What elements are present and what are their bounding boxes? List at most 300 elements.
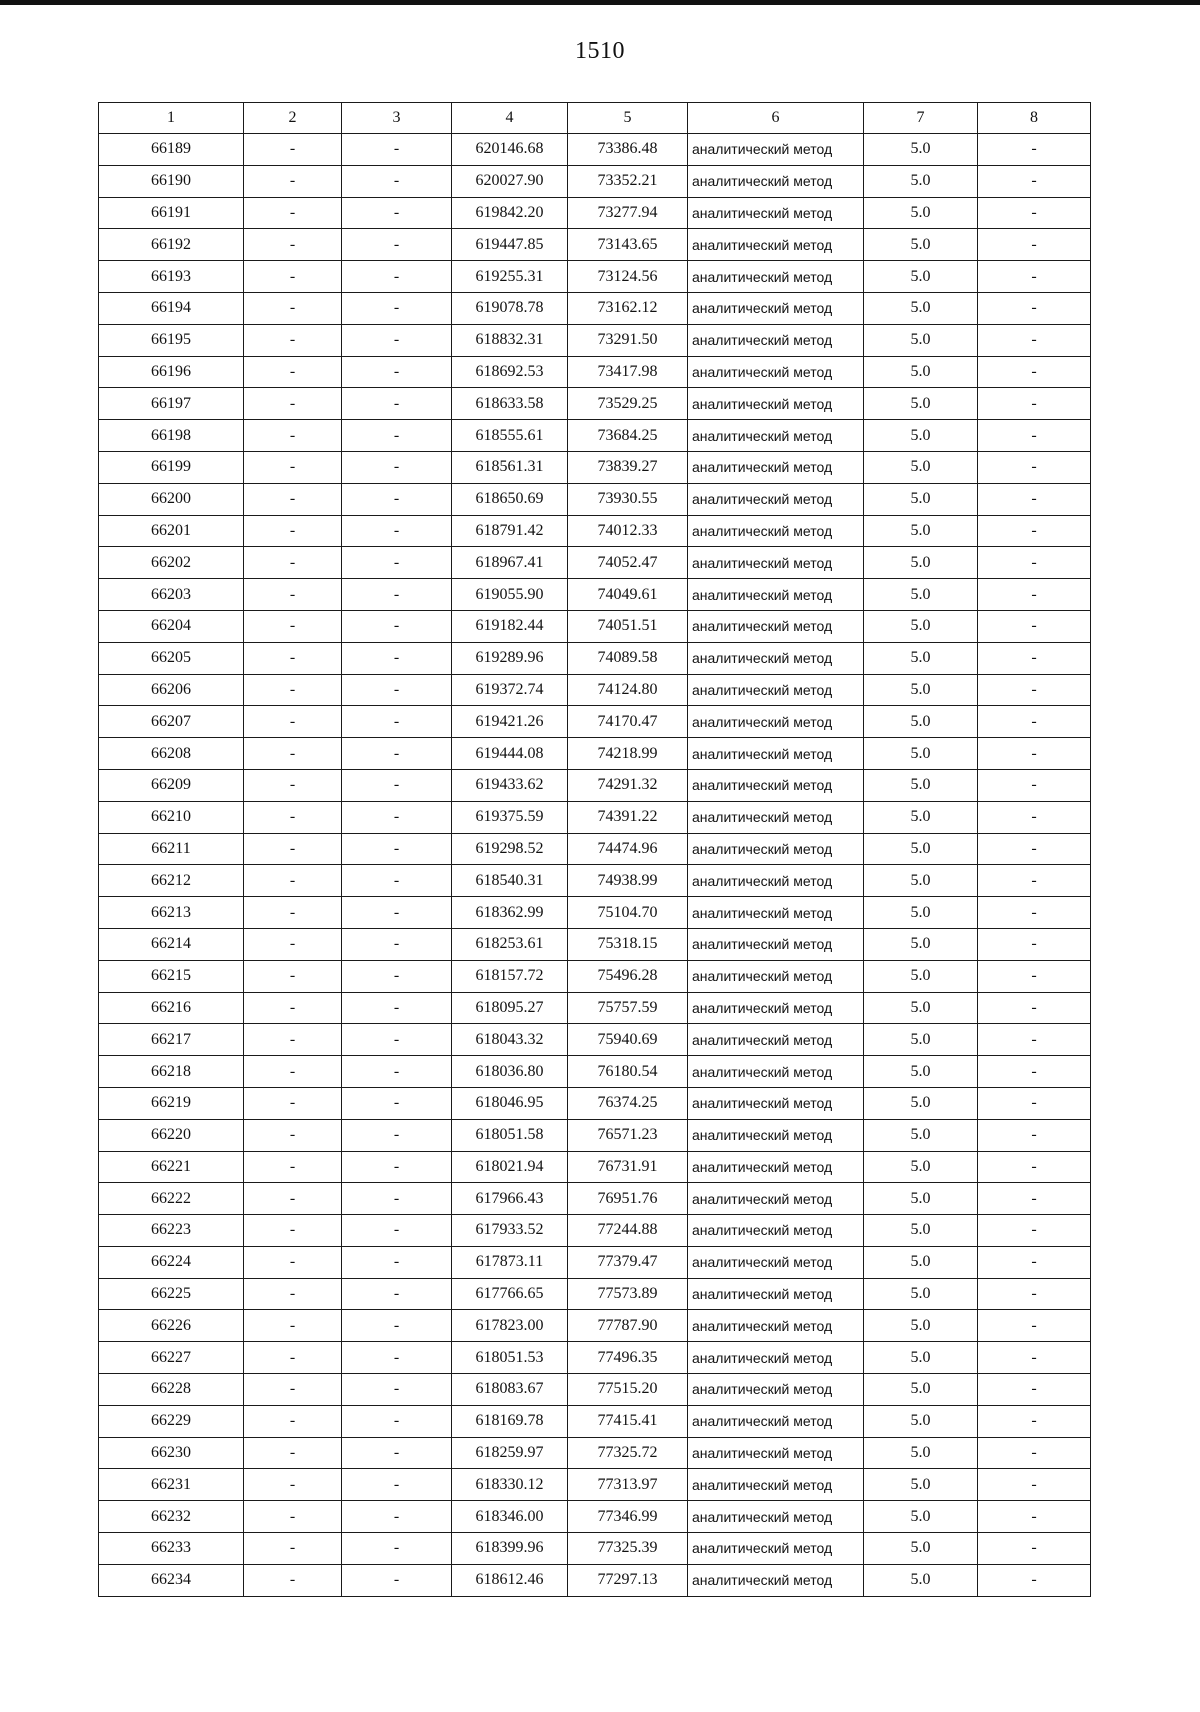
cell-col-2-value: - xyxy=(244,897,342,929)
table-row xyxy=(99,769,1091,801)
cell-accuracy: 5.0 xyxy=(864,1501,978,1533)
cell-col-3-value: - xyxy=(342,769,452,801)
table-row xyxy=(99,801,1091,833)
cell-col-2-value: - xyxy=(244,1469,342,1501)
cell-col-2-value: - xyxy=(244,1087,342,1119)
cell-accuracy: 5.0 xyxy=(864,515,978,547)
cell-col-3-value: - xyxy=(342,1437,452,1469)
cell-point-number: 66213 xyxy=(99,897,244,929)
cell-col-8-value: - xyxy=(978,1119,1091,1151)
cell-method: аналитический метод xyxy=(688,1278,864,1310)
cell-col-3-value: - xyxy=(342,356,452,388)
cell-accuracy: 5.0 xyxy=(864,1533,978,1565)
cell-col-3-value: - xyxy=(342,134,452,166)
cell-col-3-value: - xyxy=(342,1278,452,1310)
cell-col-2-value: - xyxy=(244,992,342,1024)
cell-y-coordinate: 75496.28 xyxy=(568,960,688,992)
cell-col-3-value: - xyxy=(342,1119,452,1151)
cell-x-coordinate: 619421.26 xyxy=(452,706,568,738)
table-row xyxy=(99,960,1091,992)
cell-col-2-value: - xyxy=(244,388,342,420)
cell-col-2-value: - xyxy=(244,801,342,833)
cell-y-coordinate: 75940.69 xyxy=(568,1024,688,1056)
cell-y-coordinate: 73143.65 xyxy=(568,229,688,261)
table-row xyxy=(99,1374,1091,1406)
table-row xyxy=(99,1024,1091,1056)
cell-accuracy: 5.0 xyxy=(864,451,978,483)
cell-point-number: 66219 xyxy=(99,1087,244,1119)
cell-y-coordinate: 74291.32 xyxy=(568,769,688,801)
cell-col-8-value: - xyxy=(978,833,1091,865)
cell-accuracy: 5.0 xyxy=(864,769,978,801)
table-row xyxy=(99,1310,1091,1342)
cell-col-8-value: - xyxy=(978,388,1091,420)
cell-accuracy: 5.0 xyxy=(864,610,978,642)
cell-accuracy: 5.0 xyxy=(864,1119,978,1151)
cell-point-number: 66193 xyxy=(99,261,244,293)
cell-accuracy: 5.0 xyxy=(864,324,978,356)
cell-col-8-value: - xyxy=(978,579,1091,611)
cell-y-coordinate: 77515.20 xyxy=(568,1374,688,1406)
cell-col-3-value: - xyxy=(342,960,452,992)
table-row xyxy=(99,197,1091,229)
cell-col-3-value: - xyxy=(342,738,452,770)
cell-col-8-value: - xyxy=(978,992,1091,1024)
table-row xyxy=(99,1437,1091,1469)
cell-col-2-value: - xyxy=(244,738,342,770)
cell-col-3-value: - xyxy=(342,420,452,452)
page-number: 1510 xyxy=(575,38,625,64)
table-row xyxy=(99,547,1091,579)
cell-col-3-value: - xyxy=(342,1405,452,1437)
cell-x-coordinate: 618043.32 xyxy=(452,1024,568,1056)
cell-col-3-value: - xyxy=(342,674,452,706)
cell-accuracy: 5.0 xyxy=(864,547,978,579)
table-row xyxy=(99,1342,1091,1374)
table-row xyxy=(99,1246,1091,1278)
cell-col-2-value: - xyxy=(244,1215,342,1247)
cell-accuracy: 5.0 xyxy=(864,642,978,674)
cell-accuracy: 5.0 xyxy=(864,960,978,992)
cell-accuracy: 5.0 xyxy=(864,420,978,452)
cell-method: аналитический метод xyxy=(688,1310,864,1342)
cell-method: аналитический метод xyxy=(688,642,864,674)
cell-accuracy: 5.0 xyxy=(864,1215,978,1247)
cell-method: аналитический метод xyxy=(688,165,864,197)
cell-accuracy: 5.0 xyxy=(864,1469,978,1501)
cell-accuracy: 5.0 xyxy=(864,928,978,960)
cell-point-number: 66222 xyxy=(99,1183,244,1215)
cell-col-3-value: - xyxy=(342,1215,452,1247)
cell-col-2-value: - xyxy=(244,483,342,515)
table-header xyxy=(99,103,1091,134)
cell-point-number: 66194 xyxy=(99,292,244,324)
cell-col-8-value: - xyxy=(978,738,1091,770)
cell-col-8-value: - xyxy=(978,1469,1091,1501)
cell-x-coordinate: 618791.42 xyxy=(452,515,568,547)
table-row xyxy=(99,1119,1091,1151)
cell-accuracy: 5.0 xyxy=(864,261,978,293)
cell-x-coordinate: 620027.90 xyxy=(452,165,568,197)
cell-x-coordinate: 618540.31 xyxy=(452,865,568,897)
cell-point-number: 66190 xyxy=(99,165,244,197)
cell-point-number: 66228 xyxy=(99,1374,244,1406)
cell-accuracy: 5.0 xyxy=(864,738,978,770)
cell-x-coordinate: 618051.58 xyxy=(452,1119,568,1151)
cell-x-coordinate: 619078.78 xyxy=(452,292,568,324)
cell-method: аналитический метод xyxy=(688,1437,864,1469)
table-row xyxy=(99,674,1091,706)
cell-y-coordinate: 76951.76 xyxy=(568,1183,688,1215)
cell-col-3-value: - xyxy=(342,165,452,197)
cell-col-2-value: - xyxy=(244,579,342,611)
cell-accuracy: 5.0 xyxy=(864,674,978,706)
cell-method: аналитический метод xyxy=(688,1215,864,1247)
cell-y-coordinate: 75318.15 xyxy=(568,928,688,960)
cell-point-number: 66201 xyxy=(99,515,244,547)
cell-method: аналитический метод xyxy=(688,1469,864,1501)
cell-accuracy: 5.0 xyxy=(864,356,978,388)
cell-point-number: 66208 xyxy=(99,738,244,770)
cell-col-3-value: - xyxy=(342,547,452,579)
cell-col-2-value: - xyxy=(244,451,342,483)
cell-method: аналитический метод xyxy=(688,674,864,706)
cell-method: аналитический метод xyxy=(688,261,864,293)
cell-col-8-value: - xyxy=(978,324,1091,356)
cell-col-8-value: - xyxy=(978,610,1091,642)
cell-col-8-value: - xyxy=(978,642,1091,674)
cell-col-8-value: - xyxy=(978,1056,1091,1088)
table-row xyxy=(99,897,1091,929)
table-row xyxy=(99,420,1091,452)
table-row xyxy=(99,483,1091,515)
cell-col-3-value: - xyxy=(342,642,452,674)
cell-method: аналитический метод xyxy=(688,483,864,515)
cell-x-coordinate: 618967.41 xyxy=(452,547,568,579)
cell-col-8-value: - xyxy=(978,1087,1091,1119)
table-row xyxy=(99,1501,1091,1533)
cell-col-2-value: - xyxy=(244,324,342,356)
table-row xyxy=(99,388,1091,420)
cell-method: аналитический метод xyxy=(688,292,864,324)
cell-col-2-value: - xyxy=(244,1564,342,1596)
cell-col-2-value: - xyxy=(244,674,342,706)
cell-method: аналитический метод xyxy=(688,960,864,992)
cell-point-number: 66197 xyxy=(99,388,244,420)
cell-x-coordinate: 618692.53 xyxy=(452,356,568,388)
cell-col-8-value: - xyxy=(978,134,1091,166)
cell-accuracy: 5.0 xyxy=(864,897,978,929)
cell-accuracy: 5.0 xyxy=(864,292,978,324)
cell-method: аналитический метод xyxy=(688,801,864,833)
cell-method: аналитический метод xyxy=(688,356,864,388)
cell-y-coordinate: 74938.99 xyxy=(568,865,688,897)
cell-point-number: 66226 xyxy=(99,1310,244,1342)
cell-x-coordinate: 620146.68 xyxy=(452,134,568,166)
cell-accuracy: 5.0 xyxy=(864,833,978,865)
cell-method: аналитический метод xyxy=(688,1246,864,1278)
cell-col-2-value: - xyxy=(244,1437,342,1469)
cell-accuracy: 5.0 xyxy=(864,1151,978,1183)
column-header-4: 4 xyxy=(452,103,568,134)
column-header-1: 1 xyxy=(99,103,244,134)
cell-point-number: 66230 xyxy=(99,1437,244,1469)
cell-col-8-value: - xyxy=(978,1342,1091,1374)
cell-point-number: 66210 xyxy=(99,801,244,833)
table-row xyxy=(99,1056,1091,1088)
cell-col-8-value: - xyxy=(978,229,1091,261)
cell-accuracy: 5.0 xyxy=(864,1405,978,1437)
cell-method: аналитический метод xyxy=(688,134,864,166)
cell-y-coordinate: 77496.35 xyxy=(568,1342,688,1374)
cell-col-2-value: - xyxy=(244,356,342,388)
cell-method: аналитический метод xyxy=(688,1405,864,1437)
cell-col-2-value: - xyxy=(244,1533,342,1565)
cell-method: аналитический метод xyxy=(688,1183,864,1215)
table-row xyxy=(99,134,1091,166)
cell-y-coordinate: 73839.27 xyxy=(568,451,688,483)
cell-col-3-value: - xyxy=(342,1342,452,1374)
cell-y-coordinate: 73417.98 xyxy=(568,356,688,388)
cell-y-coordinate: 77787.90 xyxy=(568,1310,688,1342)
cell-method: аналитический метод xyxy=(688,706,864,738)
cell-accuracy: 5.0 xyxy=(864,1278,978,1310)
cell-method: аналитический метод xyxy=(688,833,864,865)
cell-x-coordinate: 618169.78 xyxy=(452,1405,568,1437)
cell-method: аналитический метод xyxy=(688,1374,864,1406)
cell-col-2-value: - xyxy=(244,1056,342,1088)
cell-method: аналитический метод xyxy=(688,1564,864,1596)
cell-y-coordinate: 77325.39 xyxy=(568,1533,688,1565)
cell-col-3-value: - xyxy=(342,928,452,960)
cell-point-number: 66223 xyxy=(99,1215,244,1247)
cell-col-8-value: - xyxy=(978,1374,1091,1406)
cell-accuracy: 5.0 xyxy=(864,706,978,738)
cell-col-2-value: - xyxy=(244,292,342,324)
table-row xyxy=(99,738,1091,770)
cell-point-number: 66229 xyxy=(99,1405,244,1437)
cell-x-coordinate: 618083.67 xyxy=(452,1374,568,1406)
table-row xyxy=(99,292,1091,324)
cell-point-number: 66196 xyxy=(99,356,244,388)
cell-y-coordinate: 73124.56 xyxy=(568,261,688,293)
cell-x-coordinate: 618021.94 xyxy=(452,1151,568,1183)
table-row xyxy=(99,324,1091,356)
cell-x-coordinate: 619298.52 xyxy=(452,833,568,865)
cell-col-8-value: - xyxy=(978,356,1091,388)
cell-method: аналитический метод xyxy=(688,324,864,356)
cell-method: аналитический метод xyxy=(688,928,864,960)
cell-col-2-value: - xyxy=(244,833,342,865)
table-row xyxy=(99,1278,1091,1310)
table-row xyxy=(99,928,1091,960)
cell-point-number: 66221 xyxy=(99,1151,244,1183)
cell-col-2-value: - xyxy=(244,706,342,738)
cell-col-8-value: - xyxy=(978,1501,1091,1533)
cell-method: аналитический метод xyxy=(688,992,864,1024)
cell-x-coordinate: 618650.69 xyxy=(452,483,568,515)
cell-col-2-value: - xyxy=(244,515,342,547)
column-header-8: 8 xyxy=(978,103,1091,134)
cell-x-coordinate: 617823.00 xyxy=(452,1310,568,1342)
cell-col-3-value: - xyxy=(342,1246,452,1278)
cell-point-number: 66192 xyxy=(99,229,244,261)
cell-x-coordinate: 618253.61 xyxy=(452,928,568,960)
cell-point-number: 66202 xyxy=(99,547,244,579)
cell-point-number: 66227 xyxy=(99,1342,244,1374)
cell-col-3-value: - xyxy=(342,1501,452,1533)
cell-accuracy: 5.0 xyxy=(864,865,978,897)
cell-point-number: 66232 xyxy=(99,1501,244,1533)
cell-col-2-value: - xyxy=(244,610,342,642)
cell-x-coordinate: 619842.20 xyxy=(452,197,568,229)
cell-accuracy: 5.0 xyxy=(864,165,978,197)
cell-point-number: 66224 xyxy=(99,1246,244,1278)
cell-x-coordinate: 619372.74 xyxy=(452,674,568,706)
cell-x-coordinate: 617933.52 xyxy=(452,1215,568,1247)
cell-y-coordinate: 74170.47 xyxy=(568,706,688,738)
table-row xyxy=(99,165,1091,197)
coordinates-table xyxy=(98,102,1091,1597)
table-row xyxy=(99,515,1091,547)
cell-accuracy: 5.0 xyxy=(864,229,978,261)
column-header-5: 5 xyxy=(568,103,688,134)
cell-col-3-value: - xyxy=(342,1469,452,1501)
cell-method: аналитический метод xyxy=(688,1087,864,1119)
cell-x-coordinate: 619055.90 xyxy=(452,579,568,611)
cell-x-coordinate: 618051.53 xyxy=(452,1342,568,1374)
cell-method: аналитический метод xyxy=(688,1501,864,1533)
cell-x-coordinate: 618095.27 xyxy=(452,992,568,1024)
cell-point-number: 66225 xyxy=(99,1278,244,1310)
cell-point-number: 66199 xyxy=(99,451,244,483)
cell-col-2-value: - xyxy=(244,1278,342,1310)
column-header-6: 6 xyxy=(688,103,864,134)
cell-col-3-value: - xyxy=(342,229,452,261)
cell-col-8-value: - xyxy=(978,1183,1091,1215)
table-row xyxy=(99,1405,1091,1437)
cell-y-coordinate: 74051.51 xyxy=(568,610,688,642)
cell-col-3-value: - xyxy=(342,483,452,515)
cell-y-coordinate: 76180.54 xyxy=(568,1056,688,1088)
cell-col-8-value: - xyxy=(978,515,1091,547)
cell-col-2-value: - xyxy=(244,1151,342,1183)
cell-col-3-value: - xyxy=(342,579,452,611)
cell-x-coordinate: 618633.58 xyxy=(452,388,568,420)
cell-y-coordinate: 74049.61 xyxy=(568,579,688,611)
cell-col-3-value: - xyxy=(342,261,452,293)
cell-col-2-value: - xyxy=(244,1374,342,1406)
table-row xyxy=(99,642,1091,674)
cell-col-3-value: - xyxy=(342,515,452,547)
cell-method: аналитический метод xyxy=(688,547,864,579)
table-row xyxy=(99,451,1091,483)
cell-point-number: 66234 xyxy=(99,1564,244,1596)
cell-y-coordinate: 73291.50 xyxy=(568,324,688,356)
cell-point-number: 66206 xyxy=(99,674,244,706)
table-row xyxy=(99,579,1091,611)
cell-col-8-value: - xyxy=(978,897,1091,929)
cell-x-coordinate: 618612.46 xyxy=(452,1564,568,1596)
cell-col-2-value: - xyxy=(244,165,342,197)
cell-method: аналитический метод xyxy=(688,769,864,801)
cell-col-2-value: - xyxy=(244,1405,342,1437)
cell-y-coordinate: 74391.22 xyxy=(568,801,688,833)
table-row xyxy=(99,865,1091,897)
cell-col-2-value: - xyxy=(244,134,342,166)
cell-col-8-value: - xyxy=(978,865,1091,897)
cell-y-coordinate: 74474.96 xyxy=(568,833,688,865)
cell-y-coordinate: 76571.23 xyxy=(568,1119,688,1151)
cell-y-coordinate: 76731.91 xyxy=(568,1151,688,1183)
cell-col-3-value: - xyxy=(342,1374,452,1406)
cell-col-2-value: - xyxy=(244,1501,342,1533)
cell-col-8-value: - xyxy=(978,1024,1091,1056)
cell-accuracy: 5.0 xyxy=(864,801,978,833)
cell-accuracy: 5.0 xyxy=(864,197,978,229)
cell-col-8-value: - xyxy=(978,1310,1091,1342)
cell-y-coordinate: 75104.70 xyxy=(568,897,688,929)
cell-accuracy: 5.0 xyxy=(864,1564,978,1596)
cell-point-number: 66198 xyxy=(99,420,244,452)
cell-col-2-value: - xyxy=(244,420,342,452)
cell-point-number: 66231 xyxy=(99,1469,244,1501)
cell-col-2-value: - xyxy=(244,1342,342,1374)
cell-col-8-value: - xyxy=(978,1533,1091,1565)
cell-y-coordinate: 73352.21 xyxy=(568,165,688,197)
cell-y-coordinate: 77415.41 xyxy=(568,1405,688,1437)
cell-col-2-value: - xyxy=(244,960,342,992)
cell-point-number: 66205 xyxy=(99,642,244,674)
cell-accuracy: 5.0 xyxy=(864,1183,978,1215)
cell-col-3-value: - xyxy=(342,897,452,929)
cell-col-3-value: - xyxy=(342,1056,452,1088)
cell-method: аналитический метод xyxy=(688,388,864,420)
cell-x-coordinate: 619447.85 xyxy=(452,229,568,261)
cell-col-3-value: - xyxy=(342,1151,452,1183)
table-row xyxy=(99,229,1091,261)
cell-point-number: 66211 xyxy=(99,833,244,865)
cell-accuracy: 5.0 xyxy=(864,579,978,611)
cell-col-8-value: - xyxy=(978,165,1091,197)
cell-accuracy: 5.0 xyxy=(864,388,978,420)
cell-x-coordinate: 618259.97 xyxy=(452,1437,568,1469)
cell-x-coordinate: 619375.59 xyxy=(452,801,568,833)
cell-col-3-value: - xyxy=(342,451,452,483)
cell-col-8-value: - xyxy=(978,1151,1091,1183)
cell-y-coordinate: 77244.88 xyxy=(568,1215,688,1247)
table-row xyxy=(99,610,1091,642)
cell-y-coordinate: 76374.25 xyxy=(568,1087,688,1119)
cell-x-coordinate: 618036.80 xyxy=(452,1056,568,1088)
cell-col-8-value: - xyxy=(978,928,1091,960)
cell-y-coordinate: 77313.97 xyxy=(568,1469,688,1501)
cell-col-3-value: - xyxy=(342,610,452,642)
column-header-3: 3 xyxy=(342,103,452,134)
cell-method: аналитический метод xyxy=(688,738,864,770)
cell-col-8-value: - xyxy=(978,674,1091,706)
cell-x-coordinate: 618346.00 xyxy=(452,1501,568,1533)
cell-col-8-value: - xyxy=(978,197,1091,229)
table-row xyxy=(99,1469,1091,1501)
cell-method: аналитический метод xyxy=(688,420,864,452)
cell-y-coordinate: 74052.47 xyxy=(568,547,688,579)
cell-x-coordinate: 618399.96 xyxy=(452,1533,568,1565)
cell-point-number: 66233 xyxy=(99,1533,244,1565)
cell-col-8-value: - xyxy=(978,706,1091,738)
cell-method: аналитический метод xyxy=(688,515,864,547)
cell-point-number: 66195 xyxy=(99,324,244,356)
